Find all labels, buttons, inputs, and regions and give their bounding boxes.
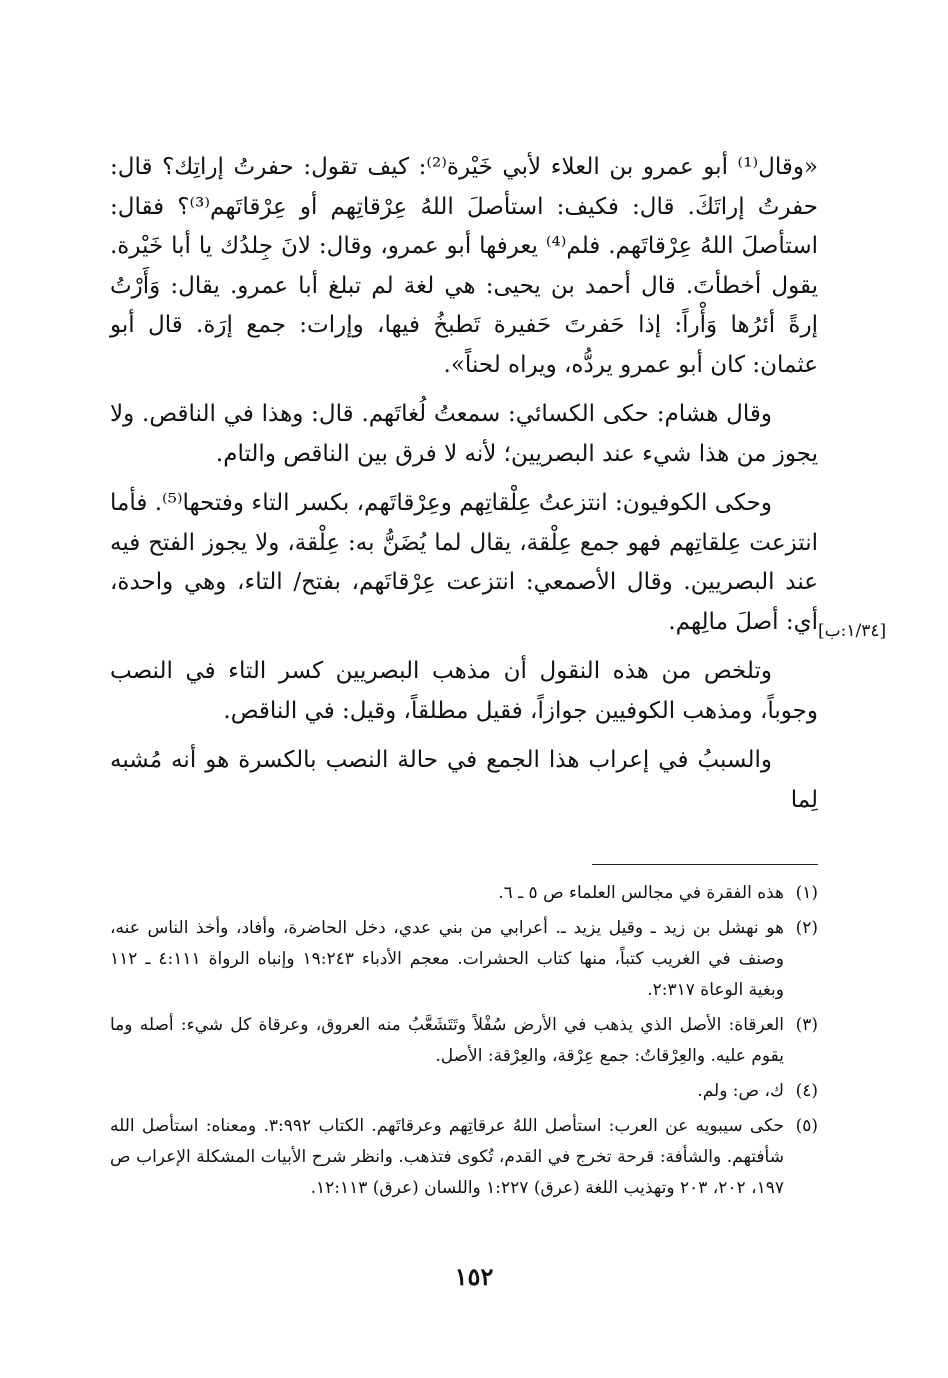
footnote-text: حكى سيبويه عن العرب: استأصل اللهُ عرقاتِهم وعرقاتَهم. الكتاب ٣:٩٩٢. ومعناه: استأصل الله شأفتهم. والشأفة: قرحة تخرج في القدم، تُكوى فتذهب. وانظر شرح الأبيات المشكلة الإعراب ص ١٩٧، ٢٠٢، ٢٠٣ وتهذيب اللغة (عرق) ١:٢٢٧ واللسان (عرق) ١٢:١١٣. <box>110 1116 784 1198</box>
footnote-2 <box>110 913 818 1006</box>
footnote-1 <box>110 878 818 909</box>
footnote-divider <box>592 864 818 865</box>
footnote-number: (٣) <box>795 1015 818 1035</box>
paragraph-4: وتلخص من هذه النقول أن مذهب البصريين كسر التاء في النصب وجوباً، ومذهب الكوفيين جوازاً، فقيل مطلقاً، وقيل: في الناقص. <box>110 658 818 724</box>
footnote-text: هو نهشل بن زيد ـ وقيل يزيد ـ. أعرابي من بني عدي، دخل الحاضرة، وأفاد، وأخذ الناس عنه، وصنف في الغريب كتباً، منها كتاب الحشرات. معجم الأدباء ١٩:٢٤٣ وإنباه الرواة ٤:١١١ ـ ١١٢ وبغية الوعاة ٢:٣١٧. <box>110 918 784 1000</box>
paragraph-3: وحكى الكوفيون: انتزعتُ عِلْقاتِهم وعِرْقاتَهم، بكسر التاء وفتحها⁽⁵⁾. فأما انتزعت عِلقاتِهم فهو جمع عِلْقة، يقال لما يُضَنُّ به: عِلْقة، ولا يجوز الفتح فيه عند البصريين. وقال الأصمعي: انتزعت عِرْقاتَهم، بفتح/ التاء، وهي واحدة، أي: أصلَ مالِهم. <box>110 490 818 635</box>
paragraph-2: وقال هشام: حكى الكسائي: سمعتُ لُغاتَهم. قال: وهذا في الناقص. ولا يجوز من هذا شيء عند البصريين؛ لأنه لا فرق بين الناقص والتام. <box>110 401 818 467</box>
footnote-text: هذه الفقرة في مجالس العلماء ص ٥ ـ ٦. <box>498 883 784 903</box>
footnote-text: العرقاة: الأصل الذي يذهب في الأرض سُفْلاً وتَتَشَعَّبُ منه العروق، وعرقاة كل شيء: أصله وما يقوم عليه. والعِرْقاتُ: جمع عِرْقة، والعِرْقة: الأصل. <box>110 1015 784 1066</box>
footnote-4 <box>110 1076 818 1107</box>
footnote-number: (٤) <box>795 1081 818 1101</box>
footnotes <box>110 878 818 1208</box>
paragraph-5: والسببُ في إعراب هذا الجمع في حالة النصب بالكسرة هو أنه مُشبه لِما <box>110 747 818 813</box>
footnote-number: (١) <box>795 883 818 903</box>
page-number: ١٥٢ <box>454 1262 494 1291</box>
footnote-text: ك، ص: ولم. <box>697 1081 784 1101</box>
footnote-number: (٥) <box>795 1116 818 1136</box>
paragraph-1: «وقال⁽¹⁾ أبو عمرو بن العلاء لأبي خَيْرة⁽²⁾: كيف تقول: حفرتُ إراتِك؟ قال: حفرتُ إراتَكَ. قال: فكيف: استأصلَ اللهُ عِرْقاتِهم أو عِرْقاتَهم⁽³⁾؟ فقال: استأصلَ اللهُ عِرْقاتَهم. فلم⁽⁴⁾ يعرفها أبو عمرو، وقال: لانَ جِلدُك يا أبا خَيْرة. يقول أخطأتَ. قال أحمد بن يحيى: هي لغة لم تبلغ أبا عمرو. يقال: وَأَرْتُ إرةً أئرُها وَأْراً: إذا حَفرتَ حَفيرة تَطبخُ فيها، وإرات: جمع إرَة. قال أبو عثمان: كان أبو عمرو يردُّه، ويراه لحناً». <box>110 154 819 378</box>
footnote-3 <box>110 1010 818 1072</box>
manuscript-folio-note: [١/٣٤:ب] <box>818 621 887 641</box>
main-text <box>110 148 818 830</box>
footnote-number: (٢) <box>795 918 818 938</box>
footnote-5 <box>110 1111 818 1204</box>
